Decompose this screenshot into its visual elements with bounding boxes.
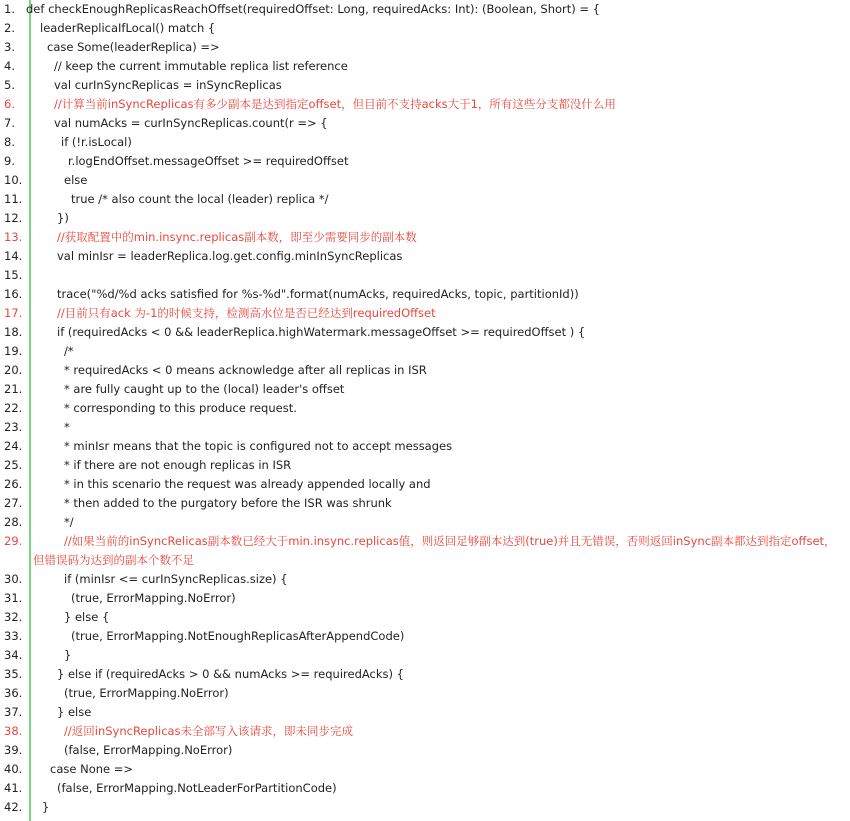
code-text: }) [57,211,69,225]
code-line [0,380,850,399]
line-number: 4. [4,59,15,73]
code-comment-continuation: 但错误码为达到的副本个数不足 [33,553,194,567]
code-text: (false, ErrorMapping.NoError) [64,743,233,757]
line-number: 9. [4,154,15,168]
code-line [0,247,850,266]
line-number: 15. [4,268,23,282]
code-text: (false, ErrorMapping.NotLeaderForPartitionCode) [57,781,337,795]
code-text: /* [64,344,74,358]
code-comment: //目前只有ack 为-1的时候支持，检测高水位是否已经达到requiredOffset [57,306,436,320]
code-text: if (minIsr <= curInSyncReplicas.size) { [64,572,288,586]
code-line [0,190,850,209]
code-text: else [64,173,88,187]
code-line [0,171,850,190]
code-line [0,798,850,817]
code-line [0,646,850,665]
line-number: 7. [4,116,15,130]
line-number: 1. [4,2,15,16]
code-text: if (requiredAcks < 0 && leaderReplica.highWatermark.messageOffset >= requiredOffset ) { [57,325,586,339]
code-line [0,285,850,304]
line-number: 8. [4,135,15,149]
code-line [0,608,850,627]
code-line [0,722,850,741]
code-line [0,532,850,570]
code-text: // keep the current immutable replica list reference [54,59,348,73]
line-number: 23. [4,420,23,434]
line-number: 17. [4,306,23,320]
line-number: 18. [4,325,23,339]
line-number: 42. [4,800,23,814]
line-number: 38. [4,724,23,738]
line-number: 5. [4,78,15,92]
code-line [0,494,850,513]
line-number: 21. [4,382,23,396]
code-comment: //如果当前的inSyncRelicas副本数已经大于min.insync.replicas值，则返回足够副本达到(true)并且无错误，否则返回inSync副本都达到指定offset， [64,534,836,548]
code-text: case Some(leaderReplica) => [47,40,220,54]
code-line [0,513,850,532]
line-number: 10. [4,173,23,187]
code-text: * are fully caught up to the (local) leader's offset [64,382,345,396]
code-line [0,133,850,152]
code-line [0,399,850,418]
line-number: 20. [4,363,23,377]
code-line [0,627,850,646]
code-text: } [64,648,72,662]
code-text: r.logEndOffset.messageOffset >= requiredOffset [68,154,349,168]
code-line [0,760,850,779]
code-line [0,152,850,171]
line-number: 37. [4,705,23,719]
code-text: true /* also count the local (leader) replica */ [71,192,329,206]
code-line [0,266,850,285]
code-text: trace("%d/%d acks satisfied for %s-%d".format(numAcks, requiredAcks, topic, partitionId)) [57,287,579,301]
line-number: 12. [4,211,23,225]
line-number: 27. [4,496,23,510]
code-line [0,19,850,38]
code-text: * minIsr means that the topic is configured not to accept messages [64,439,453,453]
line-number: 26. [4,477,23,491]
line-number: 24. [4,439,23,453]
code-line [0,0,850,19]
code-line [0,114,850,133]
code-text: leaderReplicaIfLocal() match { [40,21,216,35]
code-text: * then added to the purgatory before the ISR was shrunk [64,496,392,510]
code-line [0,570,850,589]
line-number: 11. [4,192,23,206]
line-number: 13. [4,230,23,244]
code-text: } else { [64,610,110,624]
code-line [0,741,850,760]
code-line [0,95,850,114]
code-line [0,665,850,684]
code-line [0,323,850,342]
code-text: case None => [50,762,134,776]
line-number: 34. [4,648,23,662]
code-text: * [64,420,70,434]
code-text: * corresponding to this produce request. [64,401,297,415]
code-text: if (!r.isLocal) [61,135,132,149]
line-number: 6. [4,97,15,111]
line-number: 22. [4,401,23,415]
line-number: 28. [4,515,23,529]
code-text: (true, ErrorMapping.NoError) [71,591,236,605]
code-line [0,209,850,228]
code-line [0,456,850,475]
code-line [0,684,850,703]
code-line [0,475,850,494]
code-line [0,38,850,57]
code-text: val numAcks = curInSyncReplicas.count(r => { [54,116,328,130]
code-text: */ [64,515,74,529]
code-text: } else if (requiredAcks > 0 && numAcks >= requiredAcks) { [57,667,404,681]
line-number: 16. [4,287,23,301]
code-line [0,361,850,380]
code-comment: //获取配置中的min.insync.replicas副本数，即至少需要同步的副本数 [57,230,417,244]
line-number: 36. [4,686,23,700]
code-line [0,342,850,361]
code-line [0,779,850,798]
code-comment: //返回inSyncReplicas未全部写入该请求，即未同步完成 [64,724,354,738]
line-number: 39. [4,743,23,757]
line-number: 33. [4,629,23,643]
code-text: (true, ErrorMapping.NoError) [64,686,229,700]
code-line [0,418,850,437]
code-line [0,57,850,76]
line-number: 25. [4,458,23,472]
code-comment: //计算当前inSyncReplicas有多少副本是达到指定offset，但目前不支持acks大于1，所有这些分支都没什么用 [54,97,616,111]
line-number: 35. [4,667,23,681]
code-text: } [42,800,50,814]
code-text: * in this scenario the request was already appended locally and [64,477,431,491]
line-number: 31. [4,591,23,605]
line-number: 2. [4,21,15,35]
line-number: 41. [4,781,23,795]
code-line [0,76,850,95]
code-text: def checkEnoughReplicasReachOffset(requiredOffset: Long, requiredAcks: Int): (Boolean, Short) = { [26,2,601,16]
code-line [0,589,850,608]
line-number: 19. [4,344,23,358]
line-number: 30. [4,572,23,586]
code-text: (true, ErrorMapping.NotEnoughReplicasAfterAppendCode) [71,629,405,643]
code-text: val minIsr = leaderReplica.log.get.config.minInSyncReplicas [57,249,403,263]
code-line [0,228,850,247]
code-line [0,304,850,323]
line-number: 32. [4,610,23,624]
line-number: 29. [4,534,23,548]
line-number: 3. [4,40,15,54]
code-text: val curInSyncReplicas = inSyncReplicas [54,78,282,92]
code-text: * if there are not enough replicas in ISR [64,458,292,472]
line-number: 14. [4,249,23,263]
line-number: 40. [4,762,23,776]
code-line [0,437,850,456]
code-text: } else [57,705,92,719]
code-line [0,703,850,722]
code-text: * requiredAcks < 0 means acknowledge after all replicas in ISR [64,363,427,377]
